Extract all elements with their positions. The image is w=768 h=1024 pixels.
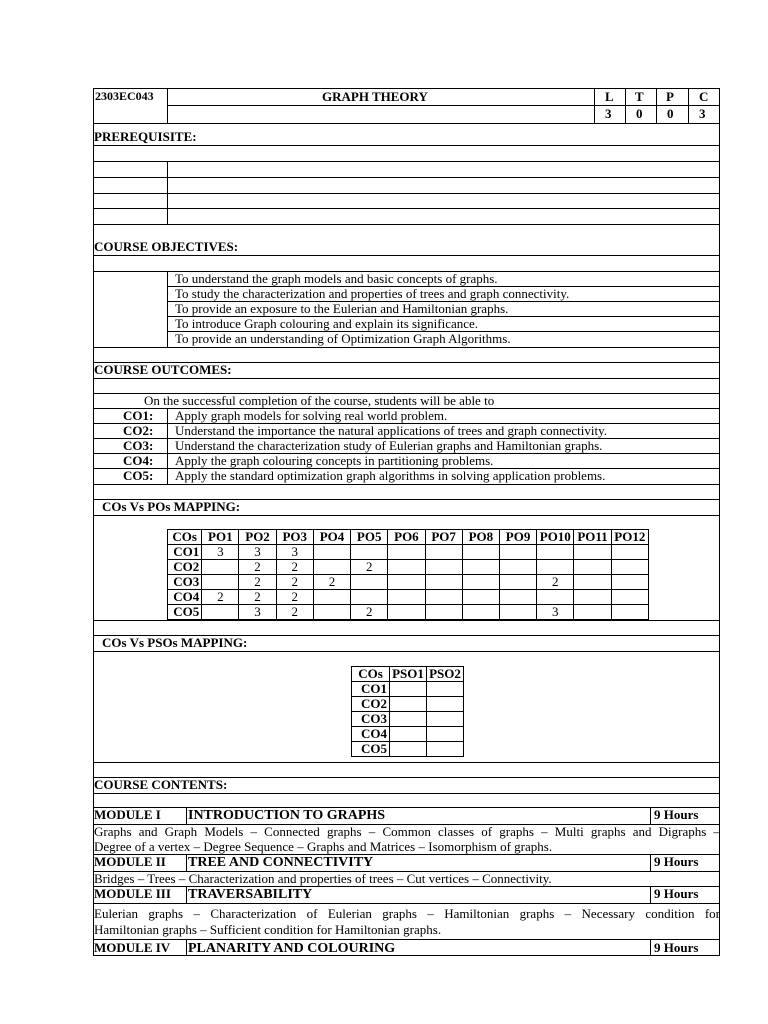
divider (94, 939, 719, 940)
ltpc-label-c: C (699, 89, 709, 104)
co-cell: CO1 (352, 682, 390, 697)
pso-mapping-table (351, 666, 464, 757)
table-row (168, 605, 649, 620)
divider (94, 224, 719, 225)
mapping-cell: 3 (276, 545, 313, 560)
mapping-cell: 2 (351, 605, 388, 620)
mapping-cell (499, 560, 536, 575)
mapping-cell (574, 575, 611, 590)
divider (94, 193, 719, 194)
course-title: GRAPH THEORY (322, 89, 428, 104)
table-row (352, 742, 464, 757)
divider (656, 89, 657, 123)
divider (94, 515, 719, 516)
mapping-cell (537, 560, 574, 575)
ltpc-label-t: T (635, 89, 644, 104)
mapping-cell: 2 (313, 575, 350, 590)
co-cell: CO1 (168, 545, 202, 560)
mapping-cell (388, 590, 425, 605)
mapping-cell: 3 (202, 545, 239, 560)
module-title: INTRODUCTION TO GRAPHS (188, 808, 386, 823)
divider (167, 271, 168, 347)
module-hours: 9 Hours (654, 854, 699, 869)
divider (186, 939, 187, 956)
divider (94, 255, 719, 256)
po-mapping-heading: COs Vs POs MAPPING: (102, 499, 241, 514)
mapping-cell (313, 590, 350, 605)
mapping-cell (611, 575, 648, 590)
divider (594, 89, 595, 123)
mapping-cell (611, 560, 648, 575)
pso-mapping-heading: COs Vs PSOs MAPPING: (102, 635, 248, 650)
mapping-cell: 2 (276, 605, 313, 620)
mapping-cell (462, 575, 499, 590)
co-cell: CO5 (352, 742, 390, 757)
divider (94, 651, 719, 652)
divider (94, 347, 719, 348)
divider (186, 807, 187, 824)
divider (94, 378, 719, 379)
mapping-cell: 3 (239, 545, 276, 560)
ltpc-value-t: 0 (636, 106, 643, 121)
module-title: TRAVERSABILITY (188, 887, 313, 902)
mapping-cell (574, 605, 611, 620)
divider (650, 807, 651, 824)
po-header-cell: COs (168, 530, 202, 545)
po-header-cell: PO12 (611, 530, 648, 545)
mapping-cell (537, 590, 574, 605)
po-header-cell: PO11 (574, 530, 611, 545)
divider (625, 89, 626, 123)
mapping-cell (462, 605, 499, 620)
mapping-cell (427, 697, 464, 712)
divider (94, 620, 719, 621)
mapping-cell (574, 560, 611, 575)
po-header-cell: PO8 (462, 530, 499, 545)
module-label: MODULE IV (94, 940, 171, 955)
mapping-cell: 2 (239, 590, 276, 605)
mapping-cell (390, 742, 427, 757)
objectives-heading: COURSE OBJECTIVES: (94, 239, 239, 254)
co-cell: CO2 (168, 560, 202, 575)
module-label: MODULE II (94, 854, 166, 869)
divider (94, 762, 719, 763)
mapping-cell (425, 590, 462, 605)
mapping-cell: 2 (239, 575, 276, 590)
mapping-cell: 2 (202, 590, 239, 605)
mapping-cell (388, 545, 425, 560)
module-hours: 9 Hours (654, 886, 699, 901)
mapping-cell (427, 727, 464, 742)
co-code: CO4: (123, 453, 154, 468)
mapping-cell (388, 605, 425, 620)
divider (94, 208, 719, 209)
module-body-line: Bridges – Trees – Characterization and properties of trees – Cut vertices – Connectivity. (94, 871, 552, 886)
mapping-cell (611, 590, 648, 605)
divider (167, 408, 168, 484)
co-text: Apply graph models for solving real world problem. (175, 408, 448, 423)
co-cell: CO2 (352, 697, 390, 712)
module-title: PLANARITY AND COLOURING (188, 941, 396, 956)
mapping-cell (390, 697, 427, 712)
objective-item: To provide an understanding of Optimization Graph Algorithms. (175, 331, 511, 346)
table-row (168, 590, 649, 605)
co-cell: CO3 (352, 712, 390, 727)
mapping-cell (611, 545, 648, 560)
mapping-cell (425, 545, 462, 560)
table-row (168, 545, 649, 560)
po-header-cell: PO3 (276, 530, 313, 545)
syllabus-table (93, 88, 720, 956)
divider (94, 161, 719, 162)
mapping-cell (462, 560, 499, 575)
table-row (352, 697, 464, 712)
mapping-cell (202, 560, 239, 575)
course-code: 2303EC043 (95, 89, 154, 103)
divider (186, 886, 187, 903)
co-text: Apply the graph colouring concepts in partitioning problems. (175, 453, 494, 468)
mapping-cell: 3 (537, 605, 574, 620)
po-header-cell: PO4 (313, 530, 350, 545)
mapping-cell (425, 605, 462, 620)
divider (688, 89, 689, 123)
module-hours: 9 Hours (654, 807, 699, 822)
co-text: Understand the characterization study of Eulerian graphs and Hamiltonian graphs. (175, 438, 603, 453)
ltpc-label-l: L (605, 89, 614, 104)
mapping-cell: 2 (239, 560, 276, 575)
divider (650, 854, 651, 871)
divider (94, 903, 719, 904)
po-header-cell: PO6 (388, 530, 425, 545)
mapping-cell: 2 (276, 590, 313, 605)
mapping-cell (427, 712, 464, 727)
divider (94, 123, 719, 124)
mapping-cell (499, 605, 536, 620)
table-row (352, 682, 464, 697)
mapping-cell (537, 545, 574, 560)
divider (186, 854, 187, 871)
mapping-cell: 2 (537, 575, 574, 590)
po-header-cell: PO2 (239, 530, 276, 545)
outcomes-intro: On the successful completion of the course, students will be able to (144, 393, 495, 408)
module-body-line: Graphs and Graph Models – Connected graphs – Common classes of graphs – Multi graphs and Digraphs – (94, 824, 720, 839)
mapping-cell (427, 742, 464, 757)
co-cell: CO4 (352, 727, 390, 742)
divider (94, 484, 719, 485)
prerequisite-heading: PREREQUISITE: (94, 129, 197, 144)
co-text: Understand the importance the natural applications of trees and graph connectivity. (175, 423, 607, 438)
table-row (168, 560, 649, 575)
mapping-cell (351, 590, 388, 605)
table-row (168, 575, 649, 590)
module-label: MODULE I (94, 807, 161, 822)
ltpc-label-p: P (666, 89, 674, 104)
mapping-cell (351, 545, 388, 560)
mapping-cell (202, 575, 239, 590)
mapping-cell (351, 575, 388, 590)
module-hours: 9 Hours (654, 940, 699, 955)
mapping-cell (574, 590, 611, 605)
ltpc-value-p: 0 (667, 106, 674, 121)
po-header-cell: PO9 (499, 530, 536, 545)
co-code: CO5: (123, 468, 154, 483)
mapping-cell: 3 (239, 605, 276, 620)
co-code: CO2: (123, 423, 154, 438)
divider (94, 177, 719, 178)
co-cell: CO4 (168, 590, 202, 605)
module-label: MODULE III (94, 886, 171, 901)
mapping-cell (313, 545, 350, 560)
mapping-cell (388, 575, 425, 590)
co-code: CO3: (123, 438, 154, 453)
po-header-cell: PO7 (425, 530, 462, 545)
objective-item: To study the characterization and properties of trees and graph connectivity. (175, 286, 570, 301)
mapping-cell (313, 605, 350, 620)
mapping-cell (427, 682, 464, 697)
divider (650, 939, 651, 956)
module-body-line: Degree of a vertex – Degree Sequence – Graphs and Matrices – Isomorphism of graphs. (94, 839, 553, 854)
pso-header-cell: PSO1 (390, 667, 427, 682)
contents-heading: COURSE CONTENTS: (94, 777, 228, 792)
po-header-cell: PO5 (351, 530, 388, 545)
pso-header-cell: COs (352, 667, 390, 682)
mapping-cell: 2 (276, 575, 313, 590)
objective-item: To introduce Graph colouring and explain its significance. (175, 316, 479, 331)
mapping-cell (313, 560, 350, 575)
module-body-line: Hamiltonian graphs – Sufficient condition for Hamiltonian graphs. (94, 922, 442, 937)
po-mapping-table (167, 529, 649, 620)
mapping-cell (611, 605, 648, 620)
co-text: Apply the standard optimization graph algorithms in solving application problems. (175, 468, 606, 483)
mapping-cell (390, 727, 427, 742)
co-code: CO1: (123, 408, 154, 423)
co-cell: CO5 (168, 605, 202, 620)
mapping-cell: 2 (276, 560, 313, 575)
mapping-cell: 2 (351, 560, 388, 575)
divider (94, 145, 719, 146)
objective-item: To understand the graph models and basic concepts of graphs. (175, 271, 498, 286)
mapping-cell (388, 560, 425, 575)
module-body-line: Eulerian graphs – Characterization of Eulerian graphs – Hamiltonian graphs – Necessary condition for (94, 906, 720, 921)
mapping-cell (462, 590, 499, 605)
mapping-cell (574, 545, 611, 560)
mapping-cell (462, 545, 499, 560)
module-title: TREE AND CONNECTIVITY (188, 855, 374, 870)
mapping-cell (499, 575, 536, 590)
table-row (352, 712, 464, 727)
mapping-cell (390, 682, 427, 697)
mapping-cell (390, 712, 427, 727)
mapping-cell (202, 605, 239, 620)
mapping-cell (425, 575, 462, 590)
mapping-cell (499, 545, 536, 560)
divider (167, 161, 168, 224)
divider (650, 886, 651, 903)
po-header-cell: PO10 (537, 530, 574, 545)
mapping-cell (499, 590, 536, 605)
outcomes-heading: COURSE OUTCOMES: (94, 362, 232, 377)
po-header-cell: PO1 (202, 530, 239, 545)
divider (94, 793, 719, 794)
ltpc-value-l: 3 (605, 106, 612, 121)
objective-item: To provide an exposure to the Eulerian and Hamiltonian graphs. (175, 301, 509, 316)
mapping-cell (425, 560, 462, 575)
divider (167, 89, 168, 123)
pso-header-cell: PSO2 (427, 667, 464, 682)
table-row (352, 727, 464, 742)
ltpc-value-c: 3 (699, 106, 706, 121)
co-cell: CO3 (168, 575, 202, 590)
